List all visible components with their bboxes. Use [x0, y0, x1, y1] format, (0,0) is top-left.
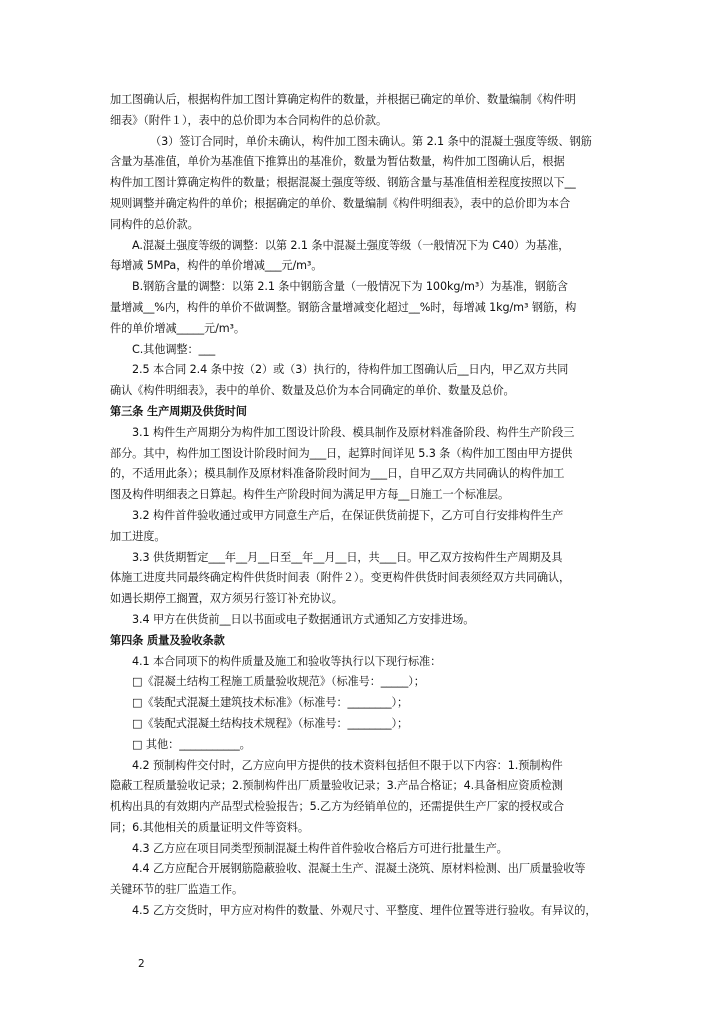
page-number: 2: [138, 958, 145, 970]
text-line: 部分。其中，构件加工图设计阶段时间为___日，起算时间详见 5.3 条（构件加工图由甲方提供: [110, 446, 573, 460]
text-line: 3.4 甲方在供货前__日以书面或电子数据通讯方式通知乙方安排进场。: [132, 612, 475, 626]
text-line: 2.5 本合同 2.4 条中按（2）或（3）执行的，待构件加工图确认后__日内，甲乙双方共同: [132, 363, 569, 377]
text-line: 4.5 乙方交货时，甲方应对构件的数量、外观尺寸、平整度、埋件位置等进行验收。有异议的，: [132, 904, 597, 918]
text-line: C.其他调整：___: [132, 342, 216, 356]
text-line: 确认《构件明细表》，表中的单价、数量及总价为本合同确定的单价、数量及总价。: [110, 384, 515, 398]
text-line: 件的单价增减_____元/m³。: [110, 321, 246, 335]
text-line: □ 其他：___________。: [132, 737, 251, 751]
text-line: 的，不适用此条）；模具制作及原材料准备阶段时间为___日，自甲乙双方共同确认的构件加工: [110, 467, 565, 481]
text-line: □《混凝土结构工程施工质量验收规范》（标准号：_____）；: [132, 675, 425, 689]
text-line: 量增减__%内，构件的单价不做调整。钢筋含量增减变化超过__%时，每增减 1kg/m³ 钢筋，构: [110, 300, 577, 314]
text-line: B.钢筋含量的调整：以第 2.1 条中钢筋含量（一般情况下为 100kg/m³）为基准，钢筋含: [132, 280, 568, 294]
text-line: 3.1 构件生产周期分为构件加工图设计阶段、模具制作及原材料准备阶段、构件生产阶段三: [132, 425, 575, 439]
text-line: 机构出具的有效期内产品型式检验报告；5.乙方为经销单位的，还需提供生产厂家的授权或合: [110, 800, 564, 814]
text-line: 每增减 5MPa，构件的单价增减___元/m³。: [110, 259, 323, 273]
text-line: 构件加工图计算确定构件的数量；根据混凝土强度等级、钢筋含量与基准值相差程度按照以下__: [110, 176, 576, 190]
text-line: 加工图确认后，根据构件加工图计算确定构件的数量，并根据已确定的单价、数量编制《构件明: [110, 93, 576, 106]
text-line: （3）签订合同时，单价未确认，构件加工图未确认。第 2.1 条中的混凝土强度等级、钢筋: [150, 134, 592, 148]
text-line: 4.1 本合同项下的构件质量及施工和验收等执行以下现行标准：: [132, 654, 442, 668]
text-line: 同；6.其他相关的质量证明文件等资料。: [110, 820, 309, 834]
text-line: A.混凝土强度等级的调整：以第 2.1 条中混凝土强度等级（一般情况下为 C40）为基准，: [132, 238, 570, 252]
text-line: 4.3 乙方应在项目同类型预制混凝土构件首件验收合格后方可进行批量生产。: [132, 841, 508, 855]
text-line: 4.2 预制构件交付时，乙方应向甲方提供的技术资料包括但不限于以下内容：1.预制构件: [132, 758, 563, 772]
text-line: 如遇长期停工搁置，双方须另行签订补充协议。: [110, 592, 343, 606]
text-line: 规则调整并确定构件的单价；根据确定的单价、数量编制《构件明细表》，表中的总价即为本合: [110, 196, 571, 210]
text-line: 同构件的总价款。: [110, 217, 199, 231]
text-line: 3.3 供货期暂定___年__月__日至__年__月__日，共___日。甲乙双方按构件生产周期及具: [132, 550, 563, 564]
section-heading: 第三条 生产周期及供货时间: [110, 404, 247, 418]
section-heading: 第四条 质量及验收条款: [110, 633, 225, 647]
document-body: [110, 90, 620, 922]
text-line: 含量为基准值，单价为基准值下推算出的基准价，数量为暂估数量，构件加工图确认后，根据: [110, 155, 565, 169]
text-line: □《装配式混凝土结构技术规程》（标准号：________）；: [132, 716, 409, 730]
text-line: 关键环节的驻厂监造工作。: [110, 883, 244, 897]
text-line: 图及构件明细表之日算起。构件生产阶段时间为满足甲方每__日施工一个标准层。: [110, 488, 510, 502]
text-line: 加工进度。: [110, 529, 166, 543]
text-line: 4.4 乙方应配合开展钢筋隐蔽验收、混凝土生产、混凝土浇筑、原材料检测、出厂质量验收等: [132, 862, 586, 876]
text-line: 隐蔽工程质量验收记录；2.预制构件出厂质量验收记录；3.产品合格证；4.具备相应资质检测: [110, 779, 563, 793]
text-line: □《装配式混凝土建筑技术标准》（标准号：________）；: [132, 696, 409, 710]
text-line: 3.2 构件首件验收通过或甲方同意生产后，在保证供货前提下，乙方可自行安排构件生产: [132, 508, 564, 522]
text-line: 细表》（附件１），表中的总价即为本合同构件的总价款。: [110, 113, 388, 127]
text-line: 体施工进度共同最终确定构件供货时间表（附件２）。变更构件供货时间表须经双方共同确认，: [110, 571, 571, 585]
